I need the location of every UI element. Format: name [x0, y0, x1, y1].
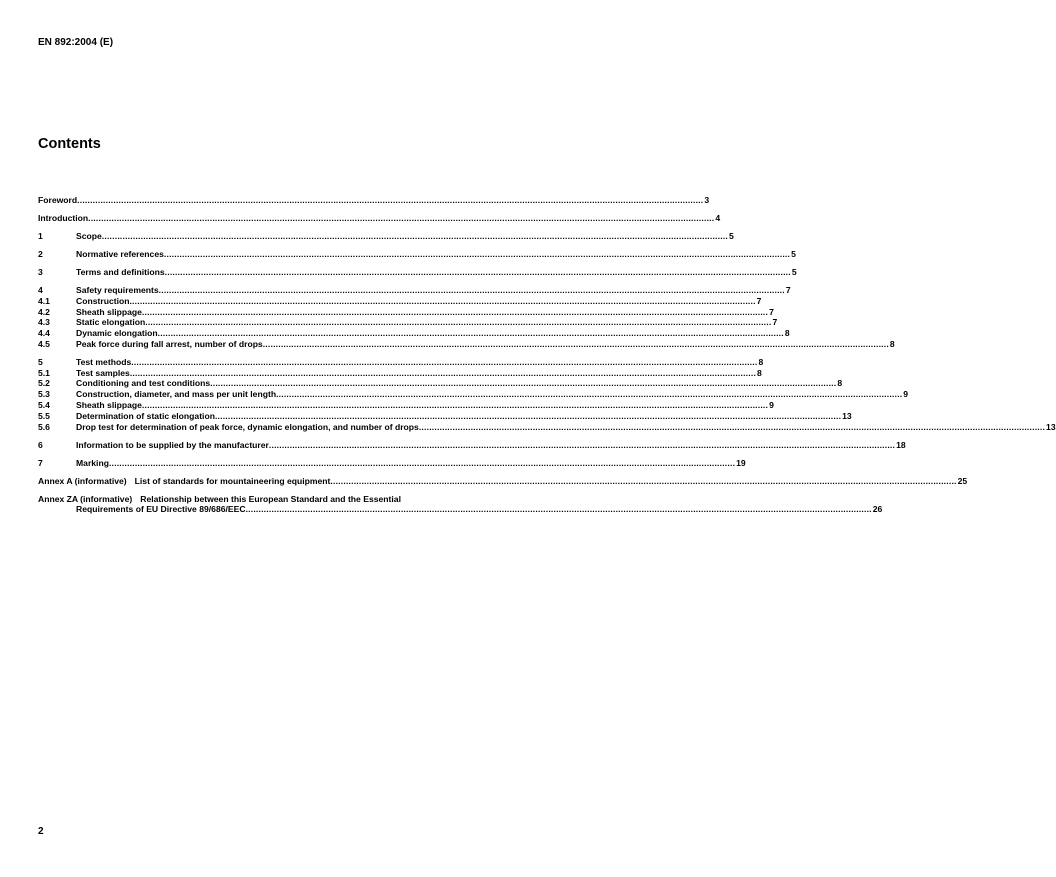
toc-entry-label-line2: Requirements of EU Directive 89/686/EEC: [76, 504, 246, 515]
toc-entry-peak-force[interactable]: [38, 338, 895, 350]
toc-entry-number: 4.4: [38, 328, 50, 339]
toc-entry-label: List of standards for mountaineering equipment: [134, 475, 331, 486]
toc-entry-page: 7: [772, 317, 778, 328]
dot-leader: [158, 328, 784, 339]
toc-entry-page: 8: [837, 378, 843, 389]
toc-entry-page: 9: [769, 400, 774, 411]
dot-leader: [246, 504, 872, 515]
dot-leader: [269, 440, 895, 451]
toc-entry-page: 7: [769, 306, 774, 317]
toc-entry-label: Information to be supplied by the manufacturer: [76, 439, 269, 450]
toc-entry-page: 3: [704, 195, 710, 205]
toc-entry-label: Drop test for determination of peak force, dynamic elongation, and number of drops: [76, 421, 419, 432]
toc-entry-label: Marking: [76, 457, 109, 468]
toc-entry-number: 1: [38, 230, 43, 241]
toc-entry-annex-a[interactable]: [38, 475, 968, 487]
toc-entry-label: Sheath slippage: [76, 400, 142, 411]
toc-entry-test-methods[interactable]: [38, 356, 764, 368]
toc-entry-label: Conditioning and test conditions: [76, 378, 211, 389]
toc-entry-test-samples[interactable]: [38, 367, 762, 379]
toc-entry-static-elongation[interactable]: [38, 317, 778, 328]
toc-entry-annex-za[interactable]: [38, 493, 883, 516]
toc-entry-dynamic-elongation[interactable]: [38, 328, 790, 339]
dot-leader: [419, 422, 1045, 433]
dot-leader: [145, 317, 771, 328]
toc-entry-normative-references[interactable]: [38, 248, 796, 260]
dot-leader: [210, 378, 836, 389]
table-of-contents: [38, 195, 1056, 515]
dot-leader: [130, 368, 756, 379]
toc-entry-page: 5: [791, 248, 796, 259]
toc-entry-label: Introduction: [38, 212, 89, 223]
dot-leader: [165, 267, 791, 278]
toc-entry-introduction[interactable]: [38, 212, 721, 224]
dot-leader: [142, 307, 768, 318]
dot-leader: [164, 249, 790, 260]
toc-entry-number: 5.5: [38, 410, 50, 421]
toc-entry-label: Foreword: [38, 195, 78, 205]
dot-leader: [88, 213, 714, 224]
toc-entry-conditioning[interactable]: [38, 378, 843, 389]
toc-entry-construction-diameter-mass[interactable]: [38, 389, 909, 400]
toc-entry-number: 5.2: [38, 378, 50, 389]
toc-entry-label: Construction, diameter, and mass per unit length: [76, 389, 277, 400]
dot-leader: [159, 285, 785, 296]
toc-entry-number: 4.3: [38, 317, 50, 328]
toc-entry-page: 4: [715, 212, 721, 223]
page-number: 2: [38, 826, 44, 837]
toc-entry-number: 2: [38, 248, 43, 259]
toc-entry-number: 5.3: [38, 389, 50, 400]
toc-entry-page: 26: [872, 504, 883, 515]
toc-entry-page: 7: [785, 284, 791, 295]
toc-entry-label: Peak force during fall arrest, number of drops: [76, 338, 263, 349]
toc-entry-number: 3: [38, 266, 43, 277]
toc-entry-foreword[interactable]: [38, 195, 710, 206]
dot-leader: [102, 231, 728, 242]
dot-leader: [129, 296, 755, 307]
dot-leader: [77, 195, 703, 206]
dot-leader: [215, 411, 841, 422]
toc-entry-page: 8: [889, 338, 895, 349]
toc-entry-number: 4: [38, 284, 43, 295]
toc-entry-page: 18: [896, 439, 906, 450]
annex-prefix: Annex A (informative): [38, 475, 127, 486]
toc-entry-number: 5.4: [38, 400, 50, 411]
toc-entry-number: 4.2: [38, 306, 50, 317]
toc-entry-information[interactable]: [38, 439, 906, 451]
toc-entry-label: Safety requirements: [76, 284, 159, 295]
toc-entry-label: Dynamic elongation: [76, 328, 158, 339]
toc-entry-number: 7: [38, 457, 43, 468]
toc-entry-label: Terms and definitions: [76, 266, 165, 277]
toc-entry-label: Static elongation: [76, 317, 146, 328]
dot-leader: [131, 357, 757, 368]
toc-entry-number: 6: [38, 439, 43, 450]
toc-entry-safety-requirements[interactable]: [38, 284, 791, 296]
toc-entry-page: 19: [736, 457, 746, 468]
toc-entry-label: Scope: [76, 230, 102, 241]
toc-entry-page: 8: [757, 367, 762, 378]
toc-entry-scope[interactable]: [38, 230, 734, 242]
toc-entry-construction[interactable]: [38, 295, 762, 307]
toc-entry-page: 25: [957, 475, 968, 486]
page-title: Contents: [38, 136, 101, 152]
document-id: EN 892:2004 (E): [38, 37, 114, 48]
toc-entry-marking[interactable]: [38, 457, 746, 469]
toc-entry-number: 4.1: [38, 295, 50, 306]
toc-entry-label: Test methods: [76, 356, 132, 367]
toc-entry-page: 8: [784, 328, 790, 339]
toc-entry-static-elongation-test[interactable]: [38, 410, 852, 422]
toc-entry-label: Construction: [76, 295, 130, 306]
dot-leader: [109, 458, 735, 469]
toc-entry-number: 5.6: [38, 421, 50, 432]
toc-entry-page: 7: [756, 295, 762, 306]
toc-entry-number: 4.5: [38, 338, 50, 349]
toc-entry-label: Normative references: [76, 248, 164, 259]
annex-prefix: Annex ZA (informative): [38, 493, 133, 504]
toc-entry-label: Sheath slippage: [76, 306, 142, 317]
toc-entry-label: Determination of static elongation: [76, 410, 215, 421]
toc-entry-label: Test samples: [76, 367, 130, 378]
toc-entry-page: 5: [729, 230, 734, 241]
dot-leader: [276, 389, 902, 400]
dot-leader: [142, 400, 768, 411]
toc-entry-sheath-slippage[interactable]: [38, 306, 774, 318]
dot-leader: [263, 339, 889, 350]
toc-entry-number: 5: [38, 356, 43, 367]
toc-entry-drop-test[interactable]: [38, 421, 1056, 433]
toc-entry-number: 5.1: [38, 367, 50, 378]
toc-entry-page: 13: [842, 410, 852, 421]
toc-entry-page: 9: [903, 389, 909, 400]
toc-entry-sheath-slippage-test[interactable]: [38, 400, 774, 411]
toc-entry-terms-and-definitions[interactable]: [38, 266, 797, 278]
toc-entry-page: 5: [791, 266, 797, 277]
toc-entry-label-line1: Relationship between this European Standard and the Essential: [140, 493, 401, 504]
dot-leader: [330, 476, 956, 487]
toc-entry-page: 13: [1046, 421, 1056, 432]
toc-entry-page: 8: [758, 356, 764, 367]
